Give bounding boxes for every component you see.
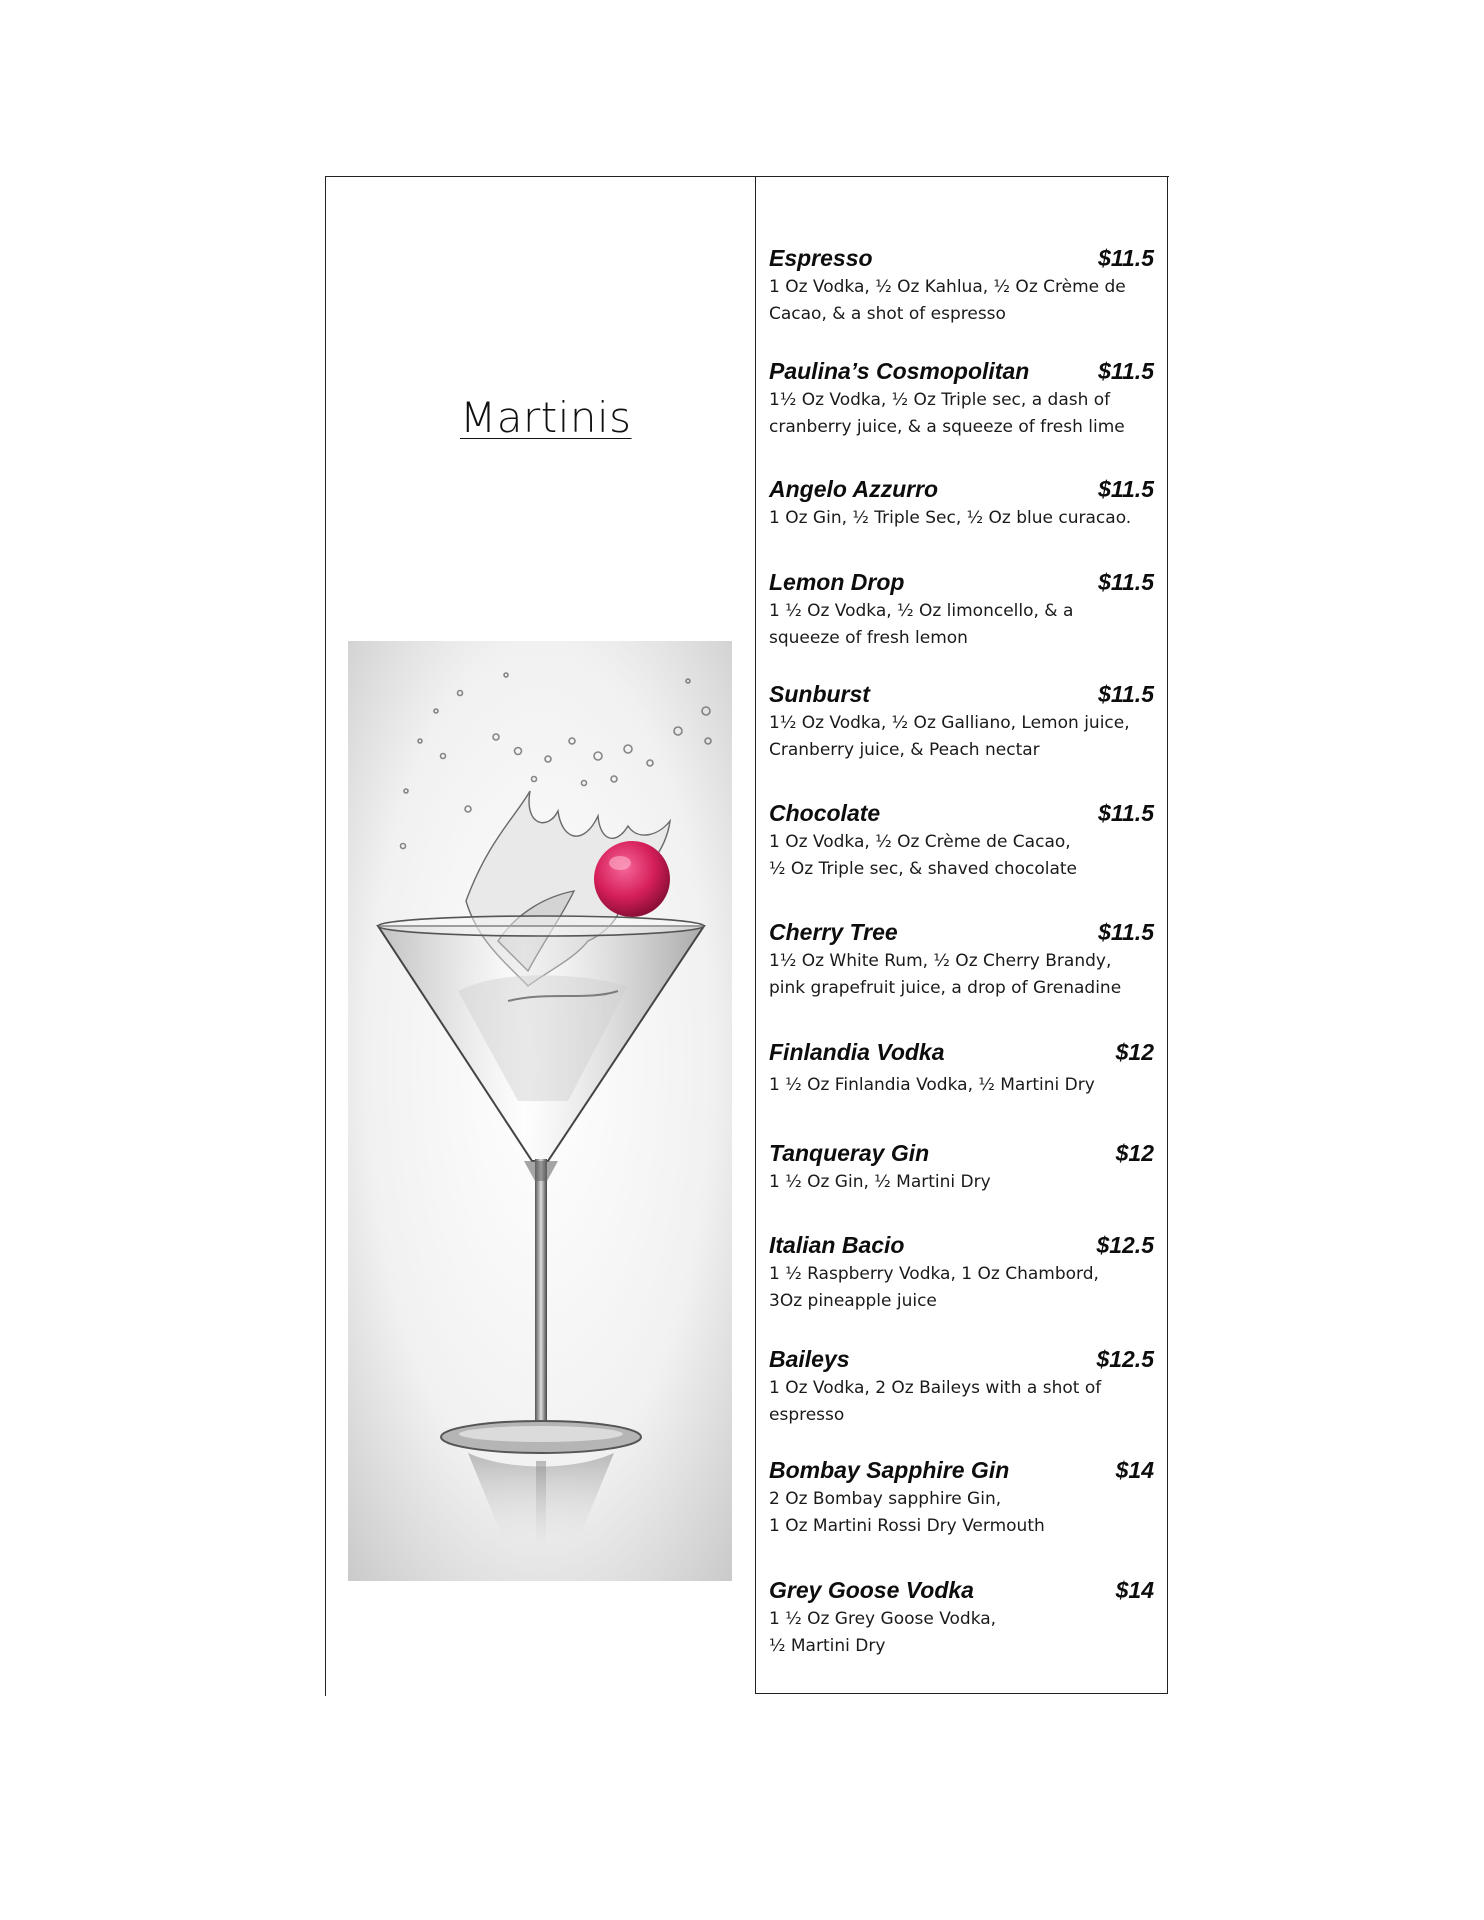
menu-item xyxy=(769,1344,1154,1429)
section-title: Martinis xyxy=(460,393,632,442)
menu-item-name: Paulina’s Cosmopolitan xyxy=(769,358,1030,384)
menu-item-description xyxy=(769,387,1154,441)
menu-item-description-line: 1 ½ Oz Finlandia Vodka, ½ Martini Dry xyxy=(769,1075,1095,1095)
martini-glass-photo xyxy=(348,641,732,1581)
menu-item-description-line: squeeze of fresh lemon xyxy=(769,628,968,648)
menu-item-price: $12 xyxy=(1115,1039,1154,1065)
menu-item-header xyxy=(769,1575,1154,1605)
menu-item-name: Lemon Drop xyxy=(769,569,905,595)
menu-item-header xyxy=(769,798,1154,828)
menu-item-description xyxy=(769,1606,1154,1660)
menu-item-header xyxy=(769,679,1154,709)
menu-item-name: Italian Bacio xyxy=(769,1232,905,1258)
menu-item-description-line: 1½ Oz Vodka, ½ Oz Galliano, Lemon juice, xyxy=(769,713,1130,733)
menu-item-price: $14 xyxy=(1115,1457,1154,1483)
menu-item-description-line: 2 Oz Bombay sapphire Gin, xyxy=(769,1489,1002,1509)
menu-item xyxy=(769,798,1154,883)
menu-item-name: Angelo Azzurro xyxy=(769,476,939,502)
menu-item-price: $12.5 xyxy=(1096,1232,1154,1258)
menu-item-description xyxy=(769,1486,1154,1540)
menu-item xyxy=(769,1138,1154,1196)
menu-item-description xyxy=(769,598,1154,652)
menu-item xyxy=(769,356,1154,441)
menu-item-name: Grey Goose Vodka xyxy=(769,1577,974,1603)
menu-item-header xyxy=(769,567,1154,597)
menu-item-name: Tanqueray Gin xyxy=(769,1140,930,1166)
menu-item xyxy=(769,474,1154,532)
page-frame-left-rule xyxy=(325,176,326,1696)
menu-item-description-line: 1 Oz Martini Rossi Dry Vermouth xyxy=(769,1516,1045,1536)
menu-item-name: Cherry Tree xyxy=(769,919,898,945)
menu-item-price: $11.5 xyxy=(1098,919,1154,945)
menu-item-description xyxy=(769,1261,1154,1315)
menu-item-description-line: 1½ Oz Vodka, ½ Oz Triple sec, a dash of xyxy=(769,390,1111,410)
menu-item-price: $11.5 xyxy=(1098,569,1154,595)
menu-item-price: $12.5 xyxy=(1096,1346,1154,1372)
menu-item-description xyxy=(769,710,1154,764)
menu-item-description xyxy=(769,1169,1154,1196)
menu-item xyxy=(769,1455,1154,1540)
menu-item-price: $11.5 xyxy=(1098,476,1154,502)
menu-item-description-line: 1 ½ Oz Vodka, ½ Oz limoncello, & a xyxy=(769,601,1074,621)
menu-item-description-line: 1 Oz Vodka, ½ Oz Kahlua, ½ Oz Crème de xyxy=(769,277,1126,297)
menu-item-description-line: 1½ Oz White Rum, ½ Oz Cherry Brandy, xyxy=(769,951,1112,971)
menu-item-price: $11.5 xyxy=(1098,681,1154,707)
menu-item-description-line: 1 ½ Oz Gin, ½ Martini Dry xyxy=(769,1172,991,1192)
menu-item-description xyxy=(769,505,1154,532)
menu-item-name: Sunburst xyxy=(769,681,870,707)
menu-item-name: Bombay Sapphire Gin xyxy=(769,1457,1010,1483)
menu-item-header xyxy=(769,1230,1154,1260)
menu-item-description xyxy=(769,274,1154,328)
menu-item-description-line: 3Oz pineapple juice xyxy=(769,1291,937,1311)
menu-item-header xyxy=(769,1455,1154,1485)
menu-item-header xyxy=(769,356,1154,386)
menu-item-price: $11.5 xyxy=(1098,245,1154,271)
menu-item xyxy=(769,1575,1154,1660)
menu-item-header xyxy=(769,917,1154,947)
menu-item-name: Finlandia Vodka xyxy=(769,1039,945,1065)
menu-item-price: $11.5 xyxy=(1098,358,1154,384)
menu-item-description-line: 1 ½ Oz Grey Goose Vodka, xyxy=(769,1609,997,1629)
menu-item-description-line: cranberry juice, & a squeeze of fresh lime xyxy=(769,417,1125,437)
menu-item-description-line: ½ Martini Dry xyxy=(769,1636,886,1656)
menu-item-name: Chocolate xyxy=(769,800,881,826)
menu-item xyxy=(769,1037,1154,1099)
menu-item-description-line: 1 Oz Vodka, ½ Oz Crème de Cacao, xyxy=(769,832,1071,852)
menu-item-description-line: Cacao, & a shot of espresso xyxy=(769,304,1006,324)
menu-item-description xyxy=(769,1072,1154,1099)
menu-item xyxy=(769,679,1154,764)
menu-item-header xyxy=(769,243,1154,273)
menu-item-description-line: 1 ½ Raspberry Vodka, 1 Oz Chambord, xyxy=(769,1264,1099,1284)
menu-item-name: Espresso xyxy=(769,245,873,271)
menu-item-price: $12 xyxy=(1115,1140,1154,1166)
menu-item-description-line: espresso xyxy=(769,1405,845,1425)
menu-item-header xyxy=(769,1344,1154,1374)
menu-item xyxy=(769,1230,1154,1315)
menu-item-description xyxy=(769,948,1154,1002)
menu-item-header xyxy=(769,474,1154,504)
menu-item-price: $14 xyxy=(1115,1577,1154,1603)
menu-item-header xyxy=(769,1138,1154,1168)
menu-item xyxy=(769,917,1154,1002)
menu-item-description xyxy=(769,1375,1154,1429)
menu-item-description-line: pink grapefruit juice, a drop of Grenadine xyxy=(769,978,1122,998)
menu-item-name: Baileys xyxy=(769,1346,850,1372)
menu-item-description-line: Cranberry juice, & Peach nectar xyxy=(769,740,1040,760)
menu-item-price: $11.5 xyxy=(1098,800,1154,826)
menu-item-description-line: 1 Oz Vodka, 2 Oz Baileys with a shot of xyxy=(769,1378,1102,1398)
menu-item-header xyxy=(769,1037,1154,1067)
menu-item xyxy=(769,567,1154,652)
menu-item-description-line: ½ Oz Triple sec, & shaved chocolate xyxy=(769,859,1077,879)
menu-item xyxy=(769,243,1154,328)
menu-item-description xyxy=(769,829,1154,883)
menu-item-description-line: 1 Oz Gin, ½ Triple Sec, ½ Oz blue curacao. xyxy=(769,508,1132,528)
